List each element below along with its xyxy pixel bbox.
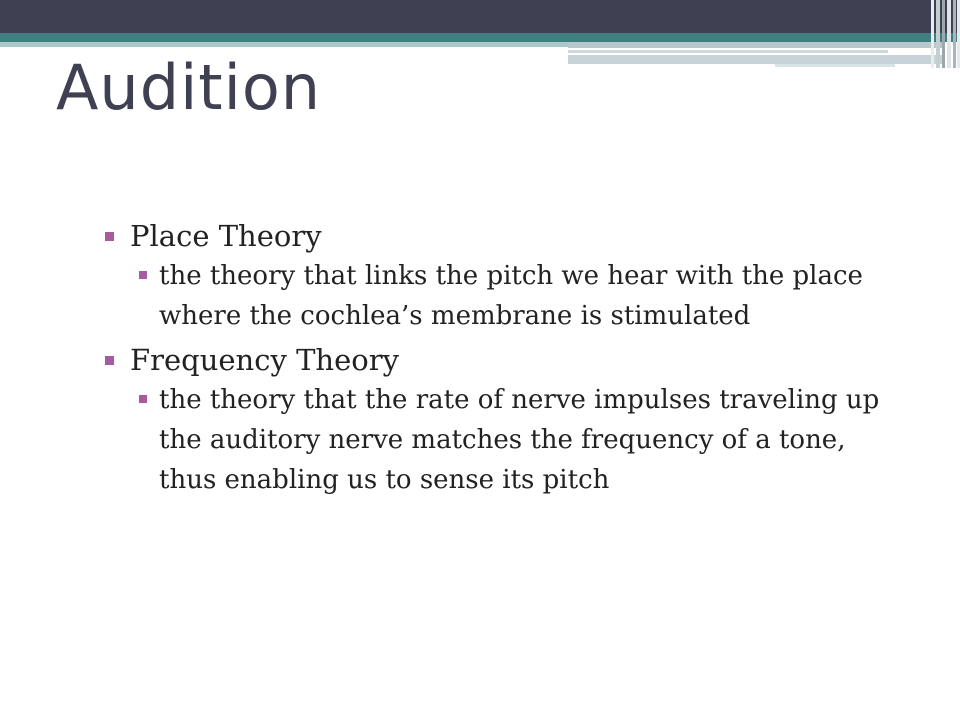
bullet-heading-text: Frequency Theory	[130, 343, 399, 377]
decor-stripe	[936, 0, 940, 68]
header-bar	[0, 0, 960, 33]
decor-line	[568, 50, 888, 53]
list-item	[102, 340, 892, 500]
square-bullet-icon	[105, 356, 114, 365]
decor-bar	[775, 64, 895, 67]
decor-bar	[568, 42, 944, 48]
bullet-heading-text: Place Theory	[130, 219, 322, 253]
decor-stripe	[947, 0, 951, 68]
decor-stripe	[942, 0, 945, 68]
square-bullet-icon	[105, 232, 114, 241]
slide-title: Audition	[56, 51, 322, 124]
list-item	[102, 216, 892, 336]
decor-bar	[568, 55, 944, 64]
bullet-detail-text: the theory that the rate of nerve impulses traveling up the auditory nerve matches the frequency of a tone, thus enabling us to sense its pitch	[159, 385, 880, 495]
bullet-list	[102, 216, 892, 500]
bullet-detail-text: the theory that links the pitch we hear with the place where the cochlea’s membrane is stimulated	[159, 261, 863, 331]
accent-bar-light	[0, 42, 568, 47]
square-bullet-icon	[139, 271, 147, 279]
bullet-heading	[102, 216, 892, 256]
square-bullet-icon	[139, 395, 147, 403]
bullet-heading	[102, 340, 892, 380]
accent-bar	[0, 33, 960, 42]
bullet-detail	[102, 380, 892, 500]
bullet-detail	[102, 256, 892, 336]
decor-stripe	[931, 0, 934, 68]
decor-stripe	[953, 0, 956, 68]
